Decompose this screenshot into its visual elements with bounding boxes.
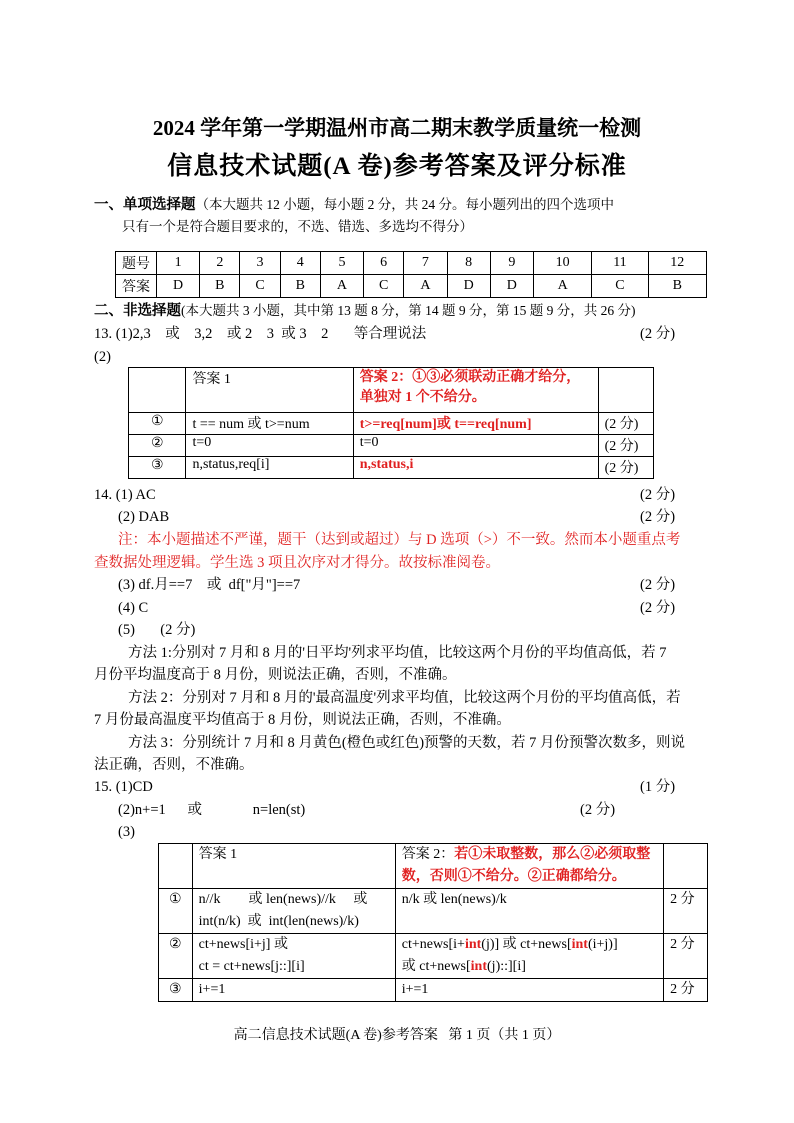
code-text: (i+j)] xyxy=(587,937,618,952)
q-number: 8 xyxy=(447,252,490,275)
q-answer: A xyxy=(320,275,363,298)
answer1-cell xyxy=(192,934,395,979)
q15-part2: (2)n+=1 或 n=len(st) xyxy=(118,802,306,818)
q-answer: C xyxy=(240,275,280,298)
table-row xyxy=(159,979,708,1002)
q14-part4-score: (2 分) xyxy=(640,600,676,616)
answer1-line: int(n/k) 或 int(len(news)/k) xyxy=(198,914,359,929)
answer1-cell xyxy=(192,889,395,934)
row-number: ② xyxy=(159,934,193,979)
q-answer: D xyxy=(490,275,533,298)
q-answer: B xyxy=(648,275,706,298)
q14-method3-b: 法正确，否则，不准确。 xyxy=(94,757,254,773)
q15-part1: 15. (1)CD xyxy=(94,779,153,795)
table-row xyxy=(129,435,654,457)
q15-part2-score: (2 分) xyxy=(580,802,616,818)
section1-header xyxy=(94,194,614,216)
answer1-line: n//k 或 len(news)//k 或 xyxy=(198,892,368,907)
choice-answer-table xyxy=(115,251,707,298)
q-number: 11 xyxy=(592,252,648,275)
score-cell: (2 分) xyxy=(598,413,653,435)
answer1-cell: n,status,req[i] xyxy=(186,457,353,479)
table-row xyxy=(129,368,654,413)
answer2-line xyxy=(402,956,657,978)
answer2-cell: n,status,i xyxy=(353,457,598,479)
page-footer: 高二信息技术试题(A 卷)参考答案 第 1 页（共 1 页） xyxy=(233,1028,561,1043)
answer2-line xyxy=(402,934,657,956)
title-line-1: 2024 学年第一学期温州市高二期末教学质量统一检测 xyxy=(152,116,642,140)
choice-number-row xyxy=(116,252,707,275)
q13-part1-score: (2 分) xyxy=(640,326,676,342)
q13-part1: 13. (1)2,3 或 3,2 或 2 3 或 3 2 等合理说法 xyxy=(94,326,427,342)
code-text: ct+news[i+ xyxy=(401,937,465,952)
q-number: 3 xyxy=(240,252,280,275)
q-answer: B xyxy=(280,275,320,298)
row-number: ③ xyxy=(129,457,186,479)
score-cell: 2 分 xyxy=(664,979,708,1002)
q14-method1-a: 方法 1:分别对 7 月和 8 月的'日平均'列求平均值，比较这两个月份的平均值高低，若 7 xyxy=(128,645,667,661)
q-number: 10 xyxy=(533,252,591,275)
q-answer: D xyxy=(447,275,490,298)
q-number: 5 xyxy=(320,252,363,275)
section2-heading: 二、非选择题 xyxy=(94,303,181,319)
answer2-prefix: 答案 2： xyxy=(401,847,455,862)
section2-header xyxy=(94,300,636,322)
q14-note-2: 查数据处理逻辑。学生选 3 项且次序对才得分。故按标准阅卷。 xyxy=(94,555,500,571)
q-answer: C xyxy=(592,275,648,298)
q14-method3-a: 方法 3：分别统计 7 月和 8 月黄色(橙色或红色)预警的天数，若 7 月份预警次数多，则说 xyxy=(128,735,686,751)
q-number: 4 xyxy=(280,252,320,275)
q14-part3: (3) df.月==7 或 df["月"]==7 xyxy=(118,577,301,593)
table-row xyxy=(159,934,708,979)
table-row xyxy=(129,413,654,435)
row-number: ① xyxy=(159,889,193,934)
q-number: 7 xyxy=(404,252,447,275)
score-cell: (2 分) xyxy=(598,435,653,457)
q14-part2: (2) DAB xyxy=(118,509,170,525)
row-label-answer: 答案 xyxy=(116,275,157,298)
table-corner xyxy=(159,844,193,889)
q14-part2-score: (2 分) xyxy=(640,509,676,525)
answer2-cell: t>=req[num]或 t==req[num] xyxy=(353,413,598,435)
q14-method1-b: 月份平均温度高于 8 月份，则说法正确，否则，不准确。 xyxy=(94,667,457,683)
answer1-cell: t=0 xyxy=(186,435,353,457)
q14-part1-score: (2 分) xyxy=(640,487,676,503)
q13-part2: (2) xyxy=(94,349,111,365)
table-empty xyxy=(664,844,708,889)
title-line-2: 信息技术试题(A 卷)参考答案及评分标准 xyxy=(167,153,627,180)
q-answer: C xyxy=(364,275,404,298)
q13-header-answer2: 答案 2：①③必须联动正确才给分，单独对 1 个不给分。 xyxy=(353,368,598,413)
answer1-cell: i+=1 xyxy=(192,979,395,1002)
answer2-cell: t=0 xyxy=(353,435,598,457)
q15-header-answer2 xyxy=(395,844,663,889)
code-text: 或 ct+news[ xyxy=(401,959,471,974)
row-number: ① xyxy=(129,413,186,435)
table-row xyxy=(129,457,654,479)
q15-part1-score: (1 分) xyxy=(640,779,676,795)
score-cell: 2 分 xyxy=(664,889,708,934)
row-number: ② xyxy=(129,435,186,457)
answer2-note: 若①未取整数，那么②必须取整数，否则①不给分。②正确都给分。 xyxy=(401,847,651,884)
q-answer: D xyxy=(157,275,200,298)
score-cell: (2 分) xyxy=(598,457,653,479)
q14-part4: (4) C xyxy=(118,600,149,616)
q14-part1: 14. (1) AC xyxy=(94,487,156,503)
table-row xyxy=(159,889,708,934)
section1-desc: （本大题共 12 小题，每小题 2 分，共 24 分。每小题列出的四个选项中 xyxy=(195,197,614,212)
section1-heading: 一、单项选择题 xyxy=(94,197,196,213)
table-row xyxy=(159,844,708,889)
code-highlight: int xyxy=(470,959,488,974)
q15-part3: (3) xyxy=(118,824,135,840)
q14-method2-a: 方法 2：分别对 7 月和 8 月的'最高温度'列求平均值，比较这两个月份的平均值高低，若 xyxy=(128,690,681,706)
q-number: 2 xyxy=(200,252,240,275)
table-empty xyxy=(598,368,653,413)
answer2-cell: n/k 或 len(news)/k xyxy=(395,889,663,934)
answer2-cell: i+=1 xyxy=(395,979,663,1002)
q-number: 1 xyxy=(157,252,200,275)
answer1-line: ct+news[i+j] 或 xyxy=(198,937,288,952)
q-number: 9 xyxy=(490,252,533,275)
code-highlight: int xyxy=(571,937,588,952)
section1-desc-2: 只有一个是符合题目要求的，不选、错选、多选均不得分） xyxy=(122,219,473,234)
q-number: 12 xyxy=(648,252,706,275)
q14-part3-score: (2 分) xyxy=(640,577,676,593)
choice-answer-row xyxy=(116,275,707,298)
q13-header-answer1: 答案 1 xyxy=(186,368,353,413)
q-answer: A xyxy=(533,275,591,298)
code-highlight: int xyxy=(464,937,482,952)
q15-table xyxy=(158,843,708,1002)
answer1-line: ct = ct+news[j::][i] xyxy=(198,959,305,974)
row-label-number: 题号 xyxy=(116,252,157,275)
code-text: (j)::][i] xyxy=(487,959,526,974)
answer1-cell: t == num 或 t>=num xyxy=(186,413,353,435)
code-text: (j)] 或 ct+news[ xyxy=(481,937,572,952)
answer2-cell xyxy=(395,934,663,979)
q13-table xyxy=(128,367,654,479)
q15-header-answer1: 答案 1 xyxy=(192,844,395,889)
q-number: 6 xyxy=(364,252,404,275)
section2-desc: (本大题共 3 小题，其中第 13 题 8 分，第 14 题 9 分，第 15 题 9 分，共 26 分) xyxy=(181,303,636,318)
score-cell: 2 分 xyxy=(664,934,708,979)
q-answer: B xyxy=(200,275,240,298)
row-number: ③ xyxy=(159,979,193,1002)
q14-part5: (5) (2 分) xyxy=(118,622,196,638)
table-corner xyxy=(129,368,186,413)
q14-method2-b: 7 月份最高温度平均值高于 8 月份，则说法正确，否则，不准确。 xyxy=(94,712,511,728)
q14-note-1: 注：本小题描述不严谨，题干（达到或超过）与 D 选项（>）不一致。然而本小题重点考 xyxy=(118,532,681,548)
q-answer: A xyxy=(404,275,447,298)
